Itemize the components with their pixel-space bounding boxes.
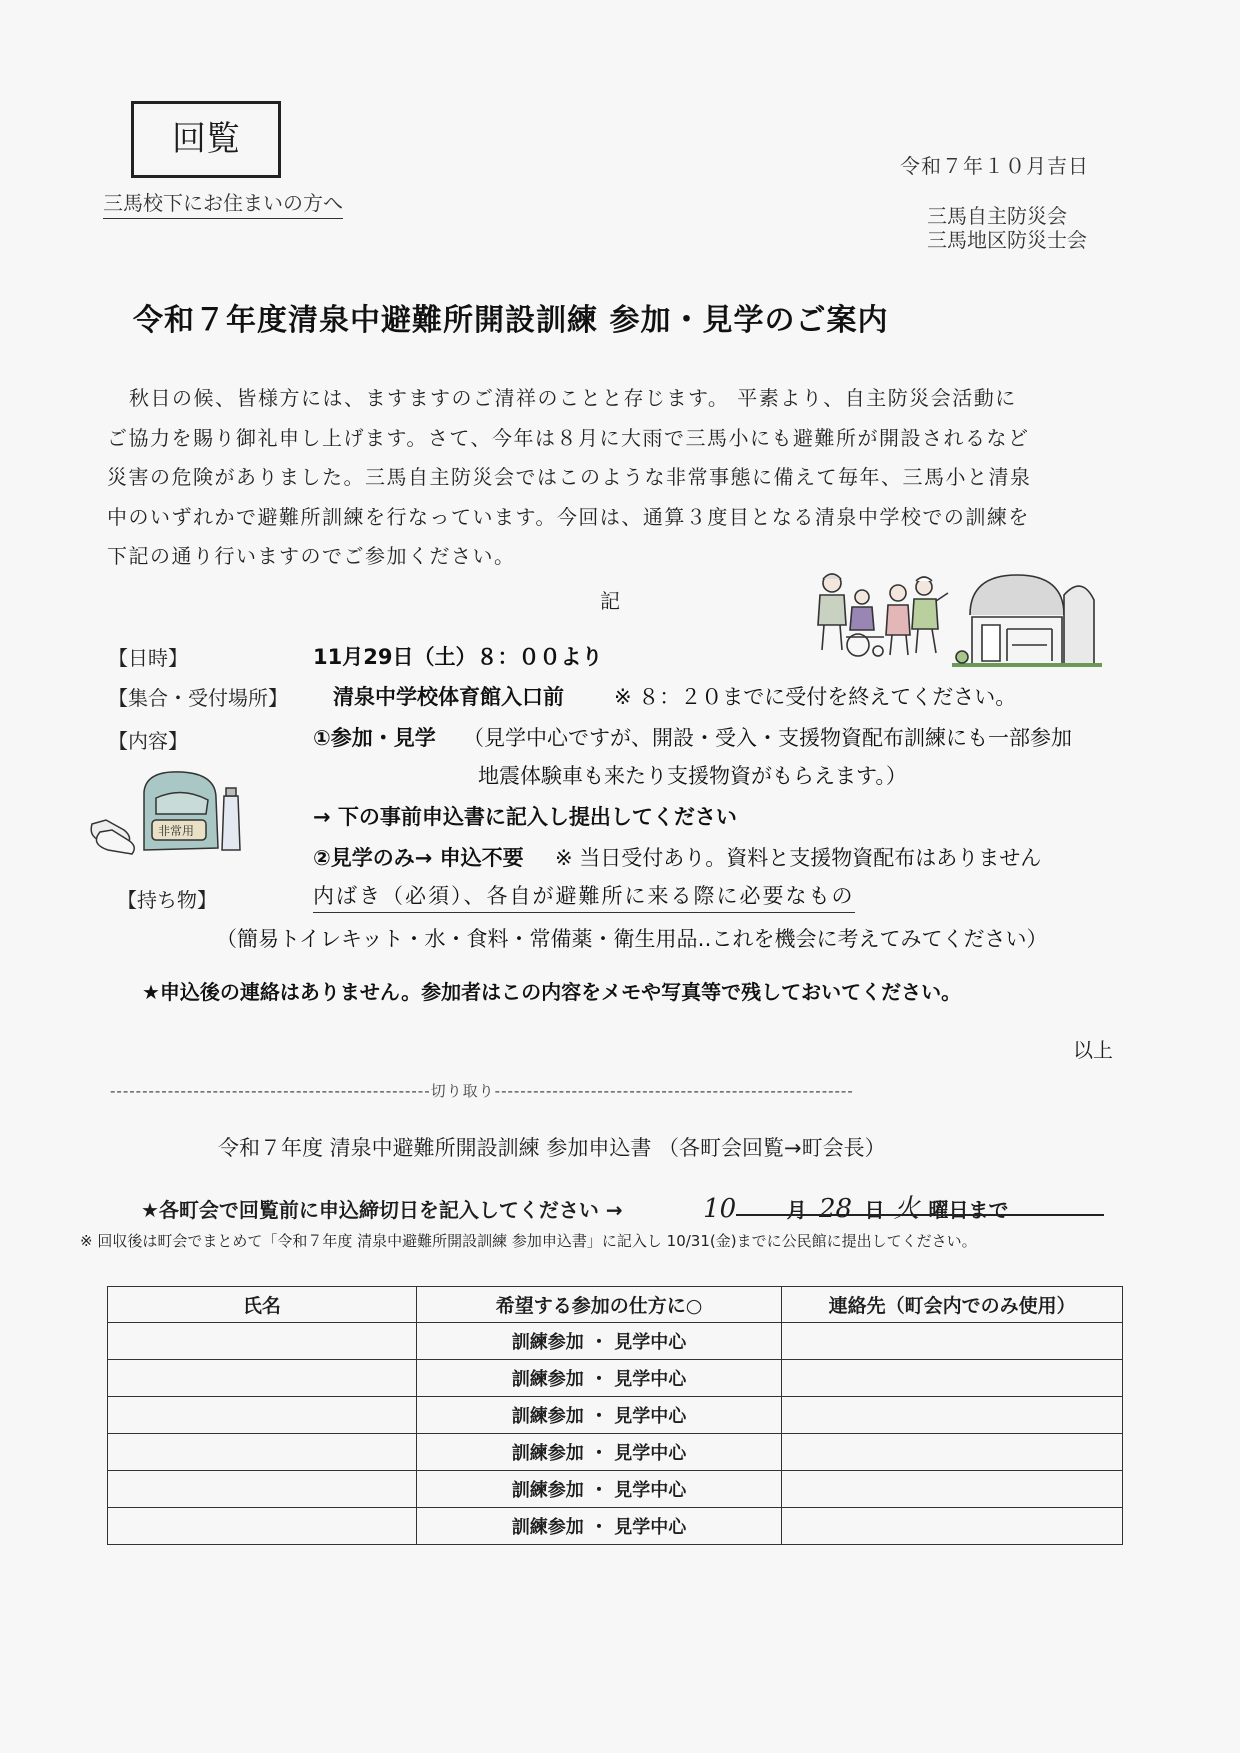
- table-row: [108, 1434, 1123, 1471]
- deadline-month-unit: 月: [786, 1198, 807, 1222]
- form-title: 令和７年度 清泉中避難所開設訓練 参加申込書 （各町会回覧→町会長）: [218, 1136, 886, 1160]
- addressee: 三馬校下にお住まいの方へ: [103, 187, 343, 219]
- datetime-value: 11月29日（土）８：００より: [313, 645, 603, 669]
- deadline-day[interactable]: 28: [819, 1194, 853, 1224]
- deadline-weekday[interactable]: 火: [893, 1194, 920, 1224]
- evacuation-illustration: [812, 565, 1102, 675]
- cut-label: 切り取り: [430, 1082, 495, 1100]
- choice-cell[interactable]: 訓練参加 ・ 見学中心: [416, 1508, 782, 1545]
- page-title: 令和７年度清泉中避難所開設訓練 参加・見学のご案内: [133, 303, 889, 338]
- choice-cell[interactable]: 訓練参加 ・ 見学中心: [416, 1323, 782, 1360]
- issue-date: 令和７年１０月吉日: [900, 154, 1089, 178]
- deadline-day-unit: 日: [864, 1198, 885, 1222]
- cut-dashes-left: --------------------------------------------------: [110, 1082, 431, 1100]
- choice-cell[interactable]: 訓練参加 ・ 見学中心: [416, 1397, 782, 1434]
- issuer-line-1: 三馬自主防災会: [927, 204, 1067, 228]
- items-value: 内ばき（必須）、各自が避難所に来る際に必要なもの: [313, 880, 855, 913]
- emergency-kit-illustration: [86, 768, 256, 858]
- option-2: ②見学のみ→ 申込不要: [313, 846, 524, 870]
- items-note: （簡易トイレキット・水・食料・常備薬・衛生用品‥これを機会に考えてみてください）: [216, 927, 1048, 951]
- issuer-line-2: 三馬地区防災士会: [927, 228, 1087, 252]
- option-1-note: （見学中心ですが、開設・受入・支援物資配布訓練にも一部参加: [463, 726, 1072, 750]
- option-2-note: ※ 当日受付あり。資料と支援物資配布はありません: [555, 846, 1042, 870]
- contact-cell[interactable]: [782, 1471, 1123, 1508]
- deadline-row: [141, 1188, 1008, 1225]
- table-row: [108, 1508, 1123, 1545]
- items-label: 【持ち物】: [117, 888, 217, 912]
- content-label: 【内容】: [108, 729, 188, 753]
- application-table: [107, 1286, 1123, 1545]
- intro-line: 秋日の候、皆様方には、ますますのご清祥のことと存じます。 平素より、自主防災会活動に: [129, 386, 1017, 410]
- cut-dashes-right: --------------------------------------------------------: [494, 1082, 854, 1100]
- contact-cell[interactable]: [782, 1323, 1123, 1360]
- deadline-underline: [736, 1214, 1104, 1216]
- intro-line: 下記の通り行いますのでご参加ください。: [107, 544, 516, 568]
- datetime-label: 【日時】: [108, 646, 188, 670]
- table-row: [108, 1397, 1123, 1434]
- name-cell[interactable]: [108, 1360, 417, 1397]
- table-row: [108, 1360, 1123, 1397]
- intro-line: 中のいずれかで避難所訓練を行なっています。今回は、通算３度目となる清泉中学校での訓練を: [107, 504, 1030, 529]
- table-header-row: [108, 1287, 1123, 1323]
- choice-cell[interactable]: 訓練参加 ・ 見学中心: [416, 1471, 782, 1508]
- name-cell[interactable]: [108, 1471, 417, 1508]
- name-cell[interactable]: [108, 1397, 417, 1434]
- kairan-box: 回覧: [131, 101, 281, 178]
- choice-cell[interactable]: 訓練参加 ・ 見学中心: [416, 1360, 782, 1397]
- table-row: [108, 1471, 1123, 1508]
- deadline-prefix: ★各町会で回覧前に申込締切日を記入してください →: [141, 1198, 623, 1222]
- table-row: [108, 1323, 1123, 1360]
- contact-cell[interactable]: [782, 1508, 1123, 1545]
- issuer: [927, 204, 1087, 252]
- contact-cell[interactable]: [782, 1360, 1123, 1397]
- option-1: ①参加・見学: [313, 726, 436, 750]
- column-header-name: 氏名: [108, 1287, 417, 1323]
- contact-cell[interactable]: [782, 1434, 1123, 1471]
- place-label: 【集合・受付場所】: [108, 686, 288, 710]
- intro-paragraph: [107, 379, 1117, 577]
- place-note: ※ ８：２０までに受付を終えてください。: [614, 685, 1017, 709]
- ijou: 以上: [1073, 1038, 1113, 1062]
- deadline-suffix: 曜日まで: [928, 1198, 1009, 1222]
- option-1-note-2: 地震体験車も来たり支援物資がもらえます。）: [478, 764, 907, 788]
- place-value: 清泉中学校体育館入口前: [333, 685, 564, 709]
- column-header-contact: 連絡先（町会内でのみ使用）: [782, 1287, 1123, 1323]
- ki-heading: 記: [600, 589, 620, 613]
- notice: ★申込後の連絡はありません。参加者はこの内容をメモや写真等で残しておいてください。: [142, 980, 962, 1004]
- cut-line: [110, 1080, 1120, 1101]
- submission-note: ※ 回収後は町会でまとめて「令和７年度 清泉中避難所開設訓練 参加申込書」に記入し 10/31(金)までに公民館に提出してください。: [80, 1232, 977, 1250]
- option-1-instruction: → 下の事前申込書に記入し提出してください: [313, 805, 737, 829]
- choice-cell[interactable]: 訓練参加 ・ 見学中心: [416, 1434, 782, 1471]
- name-cell[interactable]: [108, 1323, 417, 1360]
- deadline-month[interactable]: 10: [703, 1194, 737, 1224]
- bag-label: 非常用: [158, 824, 195, 838]
- intro-line: 災害の危険がありました。三馬自主防災会ではこのような非常事態に備えて毎年、三馬小と清泉: [107, 465, 1032, 489]
- contact-cell[interactable]: [782, 1397, 1123, 1434]
- name-cell[interactable]: [108, 1508, 417, 1545]
- column-header-choice: 希望する参加の仕方に○: [416, 1287, 782, 1323]
- name-cell[interactable]: [108, 1434, 417, 1471]
- intro-line: ご協力を賜り御礼申し上げます。さて、今年は８月に大雨で三馬小にも避難所が開設されるなど: [107, 425, 1030, 450]
